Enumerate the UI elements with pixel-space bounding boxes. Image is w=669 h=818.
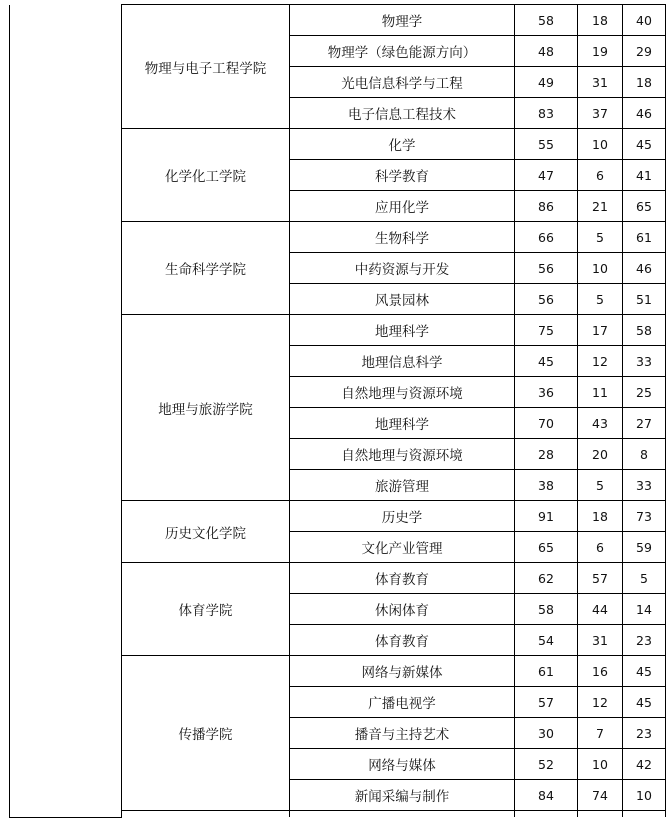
- college-name-cell: 历史文化学院: [122, 501, 290, 563]
- third-count-cell: 45: [623, 687, 666, 718]
- partial-cell: [122, 811, 290, 818]
- third-count-cell: 29: [623, 36, 666, 67]
- third-count-cell: 73: [623, 501, 666, 532]
- major-name-cell: 化学: [290, 129, 515, 160]
- planned-count-cell: 70: [515, 408, 578, 439]
- planned-count-cell: 66: [515, 222, 578, 253]
- third-count-cell: 59: [623, 532, 666, 563]
- second-count-cell: 10: [578, 129, 623, 160]
- partial-cell: [623, 811, 666, 818]
- major-name-cell: 地理信息科学: [290, 346, 515, 377]
- third-count-cell: 61: [623, 222, 666, 253]
- planned-count-cell: 62: [515, 563, 578, 594]
- major-name-cell: 科学教育: [290, 160, 515, 191]
- planned-count-cell: 45: [515, 346, 578, 377]
- planned-count-cell: 61: [515, 656, 578, 687]
- major-name-cell: 自然地理与资源环境: [290, 377, 515, 408]
- major-name-cell: 旅游管理: [290, 470, 515, 501]
- second-count-cell: 44: [578, 594, 623, 625]
- third-count-cell: 33: [623, 346, 666, 377]
- third-count-cell: 42: [623, 749, 666, 780]
- major-name-cell: 广播电视学: [290, 687, 515, 718]
- planned-count-cell: 58: [515, 594, 578, 625]
- third-count-cell: 40: [623, 5, 666, 36]
- major-name-cell: 电子信息工程技术: [290, 98, 515, 129]
- planned-count-cell: 54: [515, 625, 578, 656]
- college-name-cell: 生命科学学院: [122, 222, 290, 315]
- planned-count-cell: 36: [515, 377, 578, 408]
- planned-count-cell: 86: [515, 191, 578, 222]
- major-name-cell: 中药资源与开发: [290, 253, 515, 284]
- third-count-cell: 14: [623, 594, 666, 625]
- third-count-cell: 23: [623, 625, 666, 656]
- major-name-cell: 体育教育: [290, 563, 515, 594]
- college-name-cell: 物理与电子工程学院: [122, 5, 290, 129]
- second-count-cell: 43: [578, 408, 623, 439]
- planned-count-cell: 48: [515, 36, 578, 67]
- third-count-cell: 46: [623, 98, 666, 129]
- table-row: [10, 5, 666, 36]
- second-count-cell: 17: [578, 315, 623, 346]
- third-count-cell: 27: [623, 408, 666, 439]
- major-name-cell: 光电信息科学与工程: [290, 67, 515, 98]
- major-name-cell: 地理科学: [290, 408, 515, 439]
- major-name-cell: 文化产业管理: [290, 532, 515, 563]
- second-count-cell: 37: [578, 98, 623, 129]
- partial-cell: [515, 811, 578, 818]
- second-count-cell: 74: [578, 780, 623, 811]
- third-count-cell: 33: [623, 470, 666, 501]
- planned-count-cell: 38: [515, 470, 578, 501]
- second-count-cell: 18: [578, 501, 623, 532]
- major-name-cell: 新闻采编与制作: [290, 780, 515, 811]
- second-count-cell: 5: [578, 284, 623, 315]
- second-count-cell: 6: [578, 532, 623, 563]
- third-count-cell: 10: [623, 780, 666, 811]
- planned-count-cell: 52: [515, 749, 578, 780]
- second-count-cell: 12: [578, 687, 623, 718]
- third-count-cell: 45: [623, 129, 666, 160]
- major-name-cell: 历史学: [290, 501, 515, 532]
- second-count-cell: 18: [578, 5, 623, 36]
- major-name-cell: 网络与媒体: [290, 749, 515, 780]
- planned-count-cell: 47: [515, 160, 578, 191]
- third-count-cell: 45: [623, 656, 666, 687]
- second-count-cell: 12: [578, 346, 623, 377]
- college-name-cell: 体育学院: [122, 563, 290, 656]
- second-count-cell: 19: [578, 36, 623, 67]
- major-name-cell: 风景园林: [290, 284, 515, 315]
- second-count-cell: 20: [578, 439, 623, 470]
- planned-count-cell: 58: [515, 5, 578, 36]
- major-name-cell: 地理科学: [290, 315, 515, 346]
- planned-count-cell: 91: [515, 501, 578, 532]
- major-name-cell: 体育教育: [290, 625, 515, 656]
- major-name-cell: 网络与新媒体: [290, 656, 515, 687]
- planned-count-cell: 30: [515, 718, 578, 749]
- planned-count-cell: 57: [515, 687, 578, 718]
- second-count-cell: 57: [578, 563, 623, 594]
- college-name-cell: 地理与旅游学院: [122, 315, 290, 501]
- major-name-cell: 休闲体育: [290, 594, 515, 625]
- planned-count-cell: 75: [515, 315, 578, 346]
- planned-count-cell: 56: [515, 284, 578, 315]
- major-name-cell: 物理学（绿色能源方向）: [290, 36, 515, 67]
- partial-cell: [578, 811, 623, 818]
- major-name-cell: 物理学: [290, 5, 515, 36]
- second-count-cell: 6: [578, 160, 623, 191]
- table-body: [10, 5, 666, 818]
- third-count-cell: 65: [623, 191, 666, 222]
- second-count-cell: 5: [578, 470, 623, 501]
- planned-count-cell: 56: [515, 253, 578, 284]
- enrollment-table: [9, 4, 666, 818]
- second-count-cell: 7: [578, 718, 623, 749]
- second-count-cell: 10: [578, 749, 623, 780]
- category-cell: [10, 5, 122, 818]
- major-name-cell: 播音与主持艺术: [290, 718, 515, 749]
- third-count-cell: 5: [623, 563, 666, 594]
- planned-count-cell: 28: [515, 439, 578, 470]
- third-count-cell: 41: [623, 160, 666, 191]
- third-count-cell: 25: [623, 377, 666, 408]
- second-count-cell: 21: [578, 191, 623, 222]
- planned-count-cell: 55: [515, 129, 578, 160]
- third-count-cell: 51: [623, 284, 666, 315]
- second-count-cell: 11: [578, 377, 623, 408]
- major-name-cell: 生物科学: [290, 222, 515, 253]
- third-count-cell: 46: [623, 253, 666, 284]
- second-count-cell: 16: [578, 656, 623, 687]
- college-name-cell: 化学化工学院: [122, 129, 290, 222]
- second-count-cell: 31: [578, 625, 623, 656]
- second-count-cell: 10: [578, 253, 623, 284]
- third-count-cell: 8: [623, 439, 666, 470]
- partial-cell: [290, 811, 515, 818]
- planned-count-cell: 84: [515, 780, 578, 811]
- major-name-cell: 自然地理与资源环境: [290, 439, 515, 470]
- third-count-cell: 23: [623, 718, 666, 749]
- planned-count-cell: 49: [515, 67, 578, 98]
- second-count-cell: 5: [578, 222, 623, 253]
- planned-count-cell: 65: [515, 532, 578, 563]
- major-name-cell: 应用化学: [290, 191, 515, 222]
- planned-count-cell: 83: [515, 98, 578, 129]
- second-count-cell: 31: [578, 67, 623, 98]
- college-name-cell: 传播学院: [122, 656, 290, 811]
- third-count-cell: 18: [623, 67, 666, 98]
- third-count-cell: 58: [623, 315, 666, 346]
